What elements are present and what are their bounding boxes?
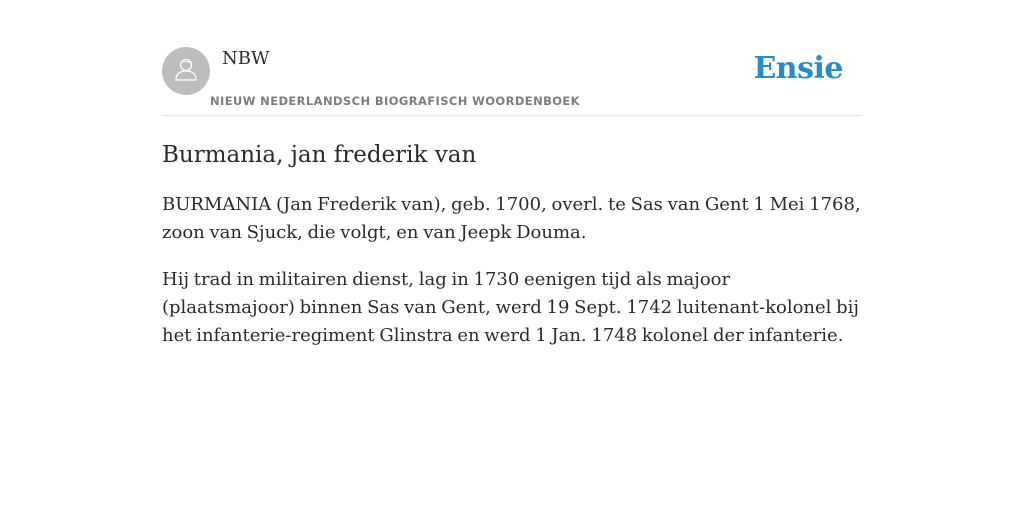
avatar[interactable] [162,47,210,95]
article-paragraph: Hij trad in militairen dienst, lag in 1730 eenigen tijd als majoor (plaatsmajoor) binnen Sas van Gent, werd 19 Sept. 1742 luitenant-kolonel bij het infanterie-regiment Glinstra en werd 1 Jan. 1748 kolonel der infanterie. [162,269,860,346]
page [162,0,862,350]
brand-logo[interactable]: Ensie [753,51,843,86]
article-title: Burmania, jan frederik van [162,142,477,168]
source-name[interactable]: NBW [222,48,270,69]
source-full-name: NIEUW NEDERLANDSCH BIOGRAFISCH WOORDENBOEK [210,94,580,108]
source-header [162,47,862,116]
user-icon [172,55,200,88]
article-paragraph: BURMANIA (Jan Frederik van), geb. 1700, overl. te Sas van Gent 1 Mei 1768, zoon van Sjuck, die volgt, en van Jeepk Douma. [162,194,861,243]
